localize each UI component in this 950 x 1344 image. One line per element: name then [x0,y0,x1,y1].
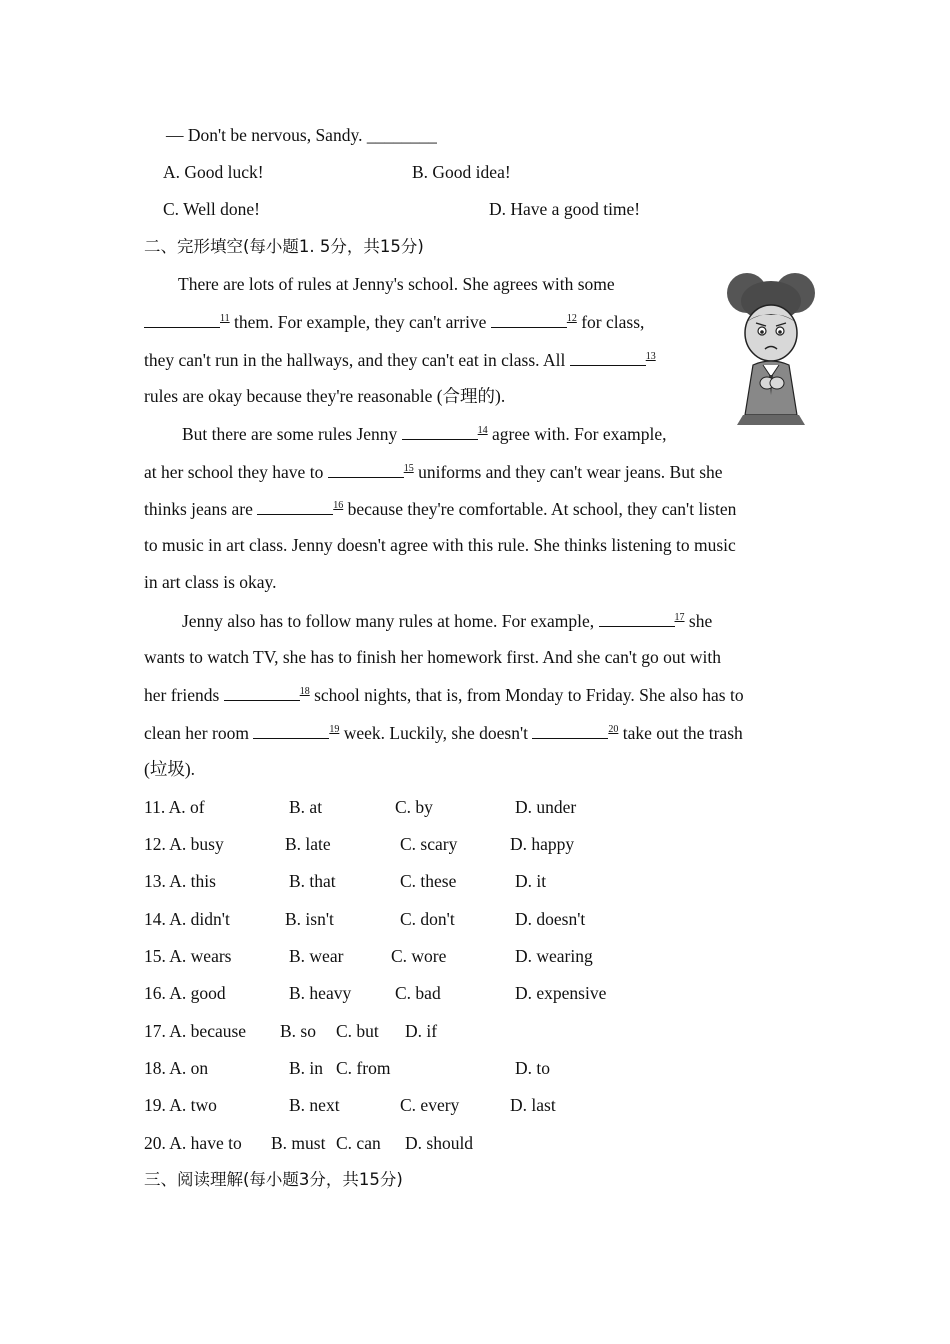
q14-option-a: 14. A. didn't [144,909,230,929]
text-segment: for class, [581,312,645,332]
q11-option-c: C. by [395,797,433,817]
blank-15[interactable] [328,460,404,478]
q17-option-a: 17. A. because [144,1021,247,1041]
q18-option-a: 18. A. on [144,1058,209,1078]
blank-number: 13 [645,351,656,362]
blank-12[interactable] [491,310,567,328]
q14-option-c: C. don't [400,909,455,929]
q18-option-b: B. in [289,1058,324,1078]
blank-number: 16 [333,500,344,511]
q16-option-d: D. expensive [515,983,607,1003]
blank-number: 12 [566,313,577,324]
q20-option-a: 20. A. have to [144,1133,242,1153]
blank-number: 15 [403,463,414,474]
q14-option-b: B. isn't [285,909,334,929]
passage-p2-line1 [182,422,666,445]
text-segment: clean her room [144,723,249,743]
q19-option-c: C. every [400,1095,460,1115]
q11-option-a: 11. A. of [144,797,205,817]
q13-option-b: B. that [289,871,336,891]
q12-option-d: D. happy [510,834,575,854]
text-segment: thinks jeans are [144,499,253,519]
passage-p1-line3 [144,348,656,371]
q12-option-a: 12. A. busy [144,834,224,854]
q15-option-c: C. wore [391,946,447,966]
q10-option-b: B. Good idea! [412,162,511,182]
passage-p2-line5: in art class is okay. [144,572,277,592]
passage-p2-line3 [144,497,736,520]
blank-17[interactable] [599,609,675,627]
q20-option-c: C. can [336,1133,381,1153]
text-segment: take out the trash [622,723,743,743]
q19-option-a: 19. A. two [144,1095,217,1115]
text-segment: at her school they have to [144,462,324,482]
blank-19[interactable] [253,721,329,739]
q11-option-b: B. at [289,797,323,817]
section-3-heading: 三、阅读理解(每小题3分，共15分) [144,1170,403,1189]
q20-option-b: B. must [271,1133,326,1153]
passage-p3-line1 [182,609,712,632]
blank-number: 20 [608,724,619,735]
passage-p2-line4: to music in art class. Jenny doesn't agree with this rule. She thinks listening to music [144,535,736,555]
q16-option-b: B. heavy [289,983,352,1003]
text-segment: But there are some rules Jenny [182,424,398,444]
q10-option-a: A. Good luck! [163,162,264,182]
q10-stem: — Don't be nervous, Sandy. ________ [166,125,437,145]
q15-option-a: 15. A. wears [144,946,232,966]
blank-13[interactable] [570,348,646,366]
passage-p3-line5: (垃圾). [144,759,196,779]
q14-option-d: D. doesn't [515,909,586,929]
q12-option-c: C. scary [400,834,458,854]
q19-option-d: D. last [510,1095,556,1115]
text-segment: they can't run in the hallways, and they can't eat in class. All [144,350,566,370]
q18-option-d: D. to [515,1058,550,1078]
section-2-heading: 二、完形填空(每小题1. 5分，共15分) [144,237,424,256]
q17-option-d: D. if [405,1021,438,1041]
blank-number: 18 [299,686,310,697]
blank-number: 19 [329,724,340,735]
q11-option-d: D. under [515,797,577,817]
blank-number: 17 [674,612,685,623]
q13-option-a: 13. A. this [144,871,216,891]
confused-girl-illustration [725,265,820,425]
text-segment: she [688,611,713,631]
passage-p3-line4 [144,721,743,744]
q18-option-c: C. from [336,1058,391,1078]
text-segment: agree with. For example, [492,424,667,444]
q15-option-d: D. wearing [515,946,593,966]
passage-p1-line2 [144,310,644,333]
q16-option-c: C. bad [395,983,441,1003]
q16-option-a: 16. A. good [144,983,226,1003]
passage-p3-line2: wants to watch TV, she has to finish her homework first. And she can't go out with [144,647,722,667]
blank-number: 11 [220,313,230,324]
q19-option-b: B. next [289,1095,340,1115]
q10-option-c: C. Well done! [163,199,260,219]
blank-16[interactable] [257,497,333,515]
text-segment: school nights, that is, from Monday to Friday. She also has to [314,685,744,705]
blank-14[interactable] [402,422,478,440]
q17-option-c: C. but [336,1021,379,1041]
q12-option-b: B. late [285,834,331,854]
text-segment: week. Luckily, she doesn't [343,723,528,743]
passage-p3-line3 [144,683,744,706]
passage-p2-line2 [144,460,723,483]
passage-p1-line4: rules are okay because they're reasonable (合理的). [144,386,506,406]
blank-18[interactable] [224,683,300,701]
text-segment: them. For example, they can't arrive [234,312,487,332]
q13-option-d: D. it [515,871,547,891]
text-segment: uniforms and they can't wear jeans. But she [418,462,723,482]
text-segment: her friends [144,685,220,705]
blank-20[interactable] [532,721,608,739]
q20-option-d: D. should [405,1133,474,1153]
passage-p1-line1: There are lots of rules at Jenny's school. She agrees with some [178,274,615,294]
text-segment: Jenny also has to follow many rules at home. For example, [182,611,595,631]
blank-number: 14 [477,425,488,436]
blank-11[interactable] [144,310,220,328]
q13-option-c: C. these [400,871,457,891]
q15-option-b: B. wear [289,946,344,966]
text-segment: because they're comfortable. At school, they can't listen [347,499,737,519]
q17-option-b: B. so [280,1021,316,1041]
q10-option-d: D. Have a good time! [489,199,641,219]
